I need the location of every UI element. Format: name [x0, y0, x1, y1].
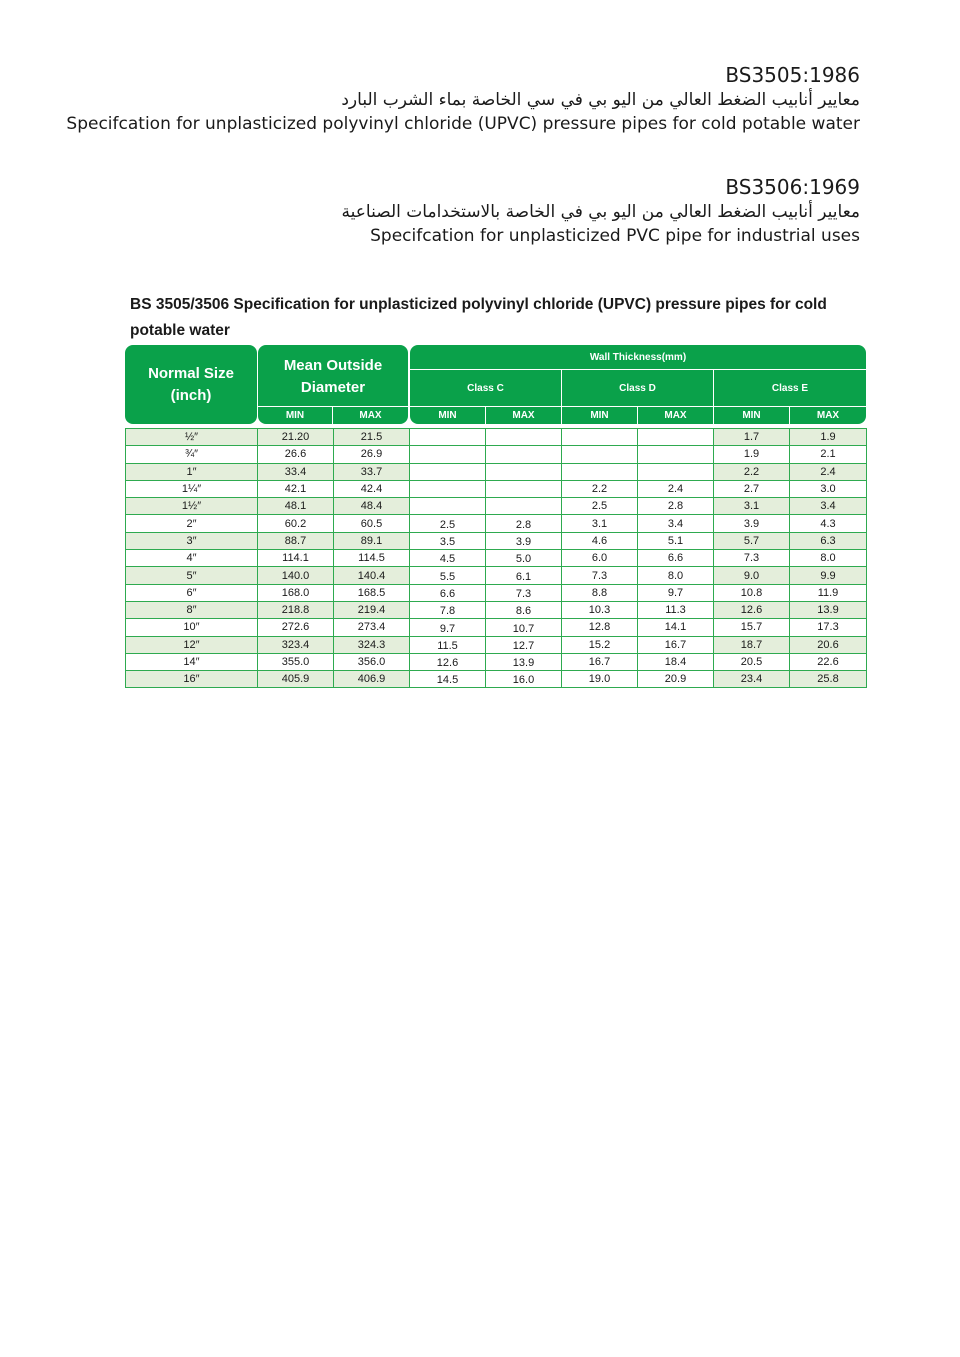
cell-class-c-min [410, 480, 486, 497]
cell-class-c-min: 7.8 [410, 601, 486, 618]
cell-class-d-min [562, 463, 638, 480]
cell-class-c-max [486, 480, 562, 497]
cell-od-min: 140.0 [258, 567, 334, 584]
cell-size: 8″ [126, 601, 258, 618]
cell-od-min: 114.1 [258, 550, 334, 567]
pipe-spec-table-body [126, 429, 867, 688]
cell-size: 5″ [126, 567, 258, 584]
cell-od-max: 60.5 [334, 515, 410, 532]
standard-code: BS3506:1969 [725, 175, 860, 199]
cell-class-e-max: 2.1 [790, 446, 867, 463]
header-class-e: Class E [771, 382, 809, 394]
cell-class-d-max: 5.1 [638, 532, 714, 549]
cell-class-e-max: 2.4 [790, 463, 867, 480]
cell-class-c-max: 6.1 [486, 567, 562, 584]
cell-class-c-min [410, 498, 486, 515]
cell-class-c-max: 16.0 [486, 671, 562, 688]
cell-class-e-max: 9.9 [790, 567, 867, 584]
cell-od-max: 324.3 [334, 636, 410, 653]
cell-od-min: 323.4 [258, 636, 334, 653]
cell-class-e-max: 25.8 [790, 671, 867, 688]
cell-od-max: 140.4 [334, 567, 410, 584]
table-row [126, 480, 867, 497]
cell-class-d-min: 4.6 [562, 532, 638, 549]
table-row [126, 446, 867, 463]
cell-class-c-min [410, 463, 486, 480]
cell-class-e-min: 1.9 [714, 446, 790, 463]
table-row [126, 550, 867, 567]
header-wall-thickness-label: Wall Thickness(mm) [589, 351, 687, 363]
cell-class-c-max: 12.7 [486, 636, 562, 653]
cell-class-d-max: 8.0 [638, 567, 714, 584]
cell-size: ¾″ [126, 446, 258, 463]
cell-class-d-min: 7.3 [562, 567, 638, 584]
header-normal-size [125, 345, 257, 424]
standard-english-title: Specifcation for unplasticized polyvinyl chloride (UPVC) pressure pipes for cold potable water [66, 114, 860, 134]
cell-od-min: 355.0 [258, 653, 334, 670]
cell-od-min: 42.1 [258, 480, 334, 497]
cell-class-e-min: 12.6 [714, 601, 790, 618]
cell-od-max: 42.4 [334, 480, 410, 497]
standard-arabic-title: معايير أنابيب الضغط العالي من اليو بي في سي الخاصة بماء الشرب البارد [341, 90, 860, 110]
cell-class-c-min: 3.5 [410, 532, 486, 549]
cell-class-e-min: 2.2 [714, 463, 790, 480]
cell-size: 14″ [126, 653, 258, 670]
cell-class-c-min [410, 429, 486, 446]
cell-class-d-min [562, 429, 638, 446]
header-mean-outside [258, 345, 408, 424]
cell-size: 3″ [126, 532, 258, 549]
header-mean-min: MIN [285, 410, 305, 421]
cell-od-max: 48.4 [334, 498, 410, 515]
header-class-c: Class C [467, 382, 504, 394]
cell-class-d-max [638, 429, 714, 446]
cell-class-e-min: 10.8 [714, 584, 790, 601]
cell-size: 16″ [126, 671, 258, 688]
cell-od-min: 48.1 [258, 498, 334, 515]
cell-class-d-min: 10.3 [562, 601, 638, 618]
cell-size: 1″ [126, 463, 258, 480]
cell-class-c-min: 14.5 [410, 671, 486, 688]
cell-od-max: 21.5 [334, 429, 410, 446]
cell-class-d-min: 15.2 [562, 636, 638, 653]
cell-class-e-min: 5.7 [714, 532, 790, 549]
table-row [126, 515, 867, 532]
cell-class-d-min: 19.0 [562, 671, 638, 688]
header-class-c-max: MAX [512, 410, 535, 421]
cell-od-min: 88.7 [258, 532, 334, 549]
cell-class-e-max: 13.9 [790, 601, 867, 618]
cell-class-d-min: 8.8 [562, 584, 638, 601]
table-row [126, 463, 867, 480]
cell-class-d-min: 3.1 [562, 515, 638, 532]
pipe-spec-table [125, 428, 867, 688]
cell-class-d-max: 6.6 [638, 550, 714, 567]
table-row [126, 567, 867, 584]
header-class-d-min: MIN [590, 410, 609, 421]
cell-class-d-max: 20.9 [638, 671, 714, 688]
cell-class-d-max [638, 463, 714, 480]
cell-size: 4″ [126, 550, 258, 567]
cell-class-d-max: 2.8 [638, 498, 714, 515]
cell-class-c-min: 5.5 [410, 567, 486, 584]
cell-od-min: 21.20 [258, 429, 334, 446]
cell-class-e-max: 4.3 [790, 515, 867, 532]
header-normal-size-label: Normal Size (inch) [148, 364, 234, 404]
cell-size: 12″ [126, 636, 258, 653]
cell-class-e-max: 17.3 [790, 619, 867, 636]
cell-od-min: 26.6 [258, 446, 334, 463]
cell-od-max: 406.9 [334, 671, 410, 688]
cell-class-e-min: 15.7 [714, 619, 790, 636]
cell-class-e-min: 9.0 [714, 567, 790, 584]
cell-class-d-min: 12.8 [562, 619, 638, 636]
cell-class-e-min: 18.7 [714, 636, 790, 653]
table-row [126, 601, 867, 618]
cell-class-c-min: 9.7 [410, 619, 486, 636]
cell-class-d-max: 2.4 [638, 480, 714, 497]
cell-size: 2″ [126, 515, 258, 532]
cell-od-max: 26.9 [334, 446, 410, 463]
cell-class-d-max: 14.1 [638, 619, 714, 636]
cell-class-c-min: 6.6 [410, 584, 486, 601]
cell-size: ½″ [126, 429, 258, 446]
header-class-d: Class D [619, 382, 656, 394]
cell-class-c-max: 13.9 [486, 653, 562, 670]
cell-od-max: 168.5 [334, 584, 410, 601]
standard-english-title: Specifcation for unplasticized PVC pipe for industrial uses [370, 226, 860, 246]
cell-class-c-max: 3.9 [486, 532, 562, 549]
cell-class-c-min: 11.5 [410, 636, 486, 653]
cell-class-e-min: 2.7 [714, 480, 790, 497]
table-row [126, 498, 867, 515]
cell-class-e-min: 1.7 [714, 429, 790, 446]
cell-class-d-min: 6.0 [562, 550, 638, 567]
cell-od-max: 114.5 [334, 550, 410, 567]
header-mean-outside-label: Mean Outside Diameter [283, 357, 383, 396]
table-row [126, 429, 867, 446]
cell-size: 1¼″ [126, 480, 258, 497]
header-class-e-min: MIN [742, 410, 761, 421]
standard-code: BS3505:1986 [725, 63, 860, 87]
cell-class-d-min: 2.5 [562, 498, 638, 515]
cell-od-max: 356.0 [334, 653, 410, 670]
cell-class-d-min [562, 446, 638, 463]
cell-class-c-max [486, 446, 562, 463]
cell-class-e-max: 6.3 [790, 532, 867, 549]
cell-class-e-max: 3.4 [790, 498, 867, 515]
cell-class-d-max: 9.7 [638, 584, 714, 601]
cell-od-max: 33.7 [334, 463, 410, 480]
cell-class-e-min: 20.5 [714, 653, 790, 670]
cell-od-max: 219.4 [334, 601, 410, 618]
cell-od-min: 33.4 [258, 463, 334, 480]
cell-class-e-max: 1.9 [790, 429, 867, 446]
table-row [126, 671, 867, 688]
cell-class-d-max: 11.3 [638, 601, 714, 618]
cell-class-c-max [486, 429, 562, 446]
standard-bs3505 [66, 62, 860, 136]
table-row [126, 636, 867, 653]
cell-class-e-max: 8.0 [790, 550, 867, 567]
cell-od-max: 89.1 [334, 532, 410, 549]
cell-class-c-max: 7.3 [486, 584, 562, 601]
cell-class-d-min: 2.2 [562, 480, 638, 497]
cell-class-e-min: 7.3 [714, 550, 790, 567]
header-class-e-max: MAX [816, 410, 840, 421]
table-title: BS 3505/3506 Specification for unplasticized polyvinyl chloride (UPVC) pressure pipes for cold potable water [130, 296, 827, 339]
header-class-c-min: MIN [438, 410, 457, 421]
cell-class-d-max: 18.4 [638, 653, 714, 670]
cell-od-min: 60.2 [258, 515, 334, 532]
cell-class-e-min: 3.1 [714, 498, 790, 515]
standard-bs3506 [342, 174, 860, 248]
header-mean-max: MAX [359, 410, 382, 421]
cell-class-c-min: 4.5 [410, 550, 486, 567]
header-wall-thickness [410, 345, 866, 424]
cell-size: 10″ [126, 619, 258, 636]
cell-class-c-max: 8.6 [486, 601, 562, 618]
cell-class-d-max [638, 446, 714, 463]
cell-class-c-max: 2.8 [486, 515, 562, 532]
standard-arabic-title: معايير أنابيب الضغط العالي من اليو بي في الخاصة بالاستخدامات الصناعية [341, 202, 860, 222]
cell-class-c-max [486, 498, 562, 515]
cell-od-min: 405.9 [258, 671, 334, 688]
cell-class-e-max: 3.0 [790, 480, 867, 497]
cell-class-d-max: 16.7 [638, 636, 714, 653]
cell-class-d-max: 3.4 [638, 515, 714, 532]
cell-class-c-min [410, 446, 486, 463]
cell-od-max: 273.4 [334, 619, 410, 636]
cell-class-c-max [486, 463, 562, 480]
cell-size: 1½″ [126, 498, 258, 515]
table-row [126, 619, 867, 636]
cell-class-c-min: 2.5 [410, 515, 486, 532]
table-row [126, 584, 867, 601]
table-row [126, 532, 867, 549]
cell-od-min: 168.0 [258, 584, 334, 601]
cell-class-c-min: 12.6 [410, 653, 486, 670]
cell-od-min: 218.8 [258, 601, 334, 618]
cell-class-e-max: 11.9 [790, 584, 867, 601]
cell-class-e-min: 3.9 [714, 515, 790, 532]
cell-class-c-max: 10.7 [486, 619, 562, 636]
cell-od-min: 272.6 [258, 619, 334, 636]
cell-class-e-max: 20.6 [790, 636, 867, 653]
cell-class-c-max: 5.0 [486, 550, 562, 567]
cell-size: 6″ [126, 584, 258, 601]
cell-class-d-min: 16.7 [562, 653, 638, 670]
table-row [126, 653, 867, 670]
cell-class-e-min: 23.4 [714, 671, 790, 688]
header-class-d-max: MAX [664, 410, 687, 421]
cell-class-e-max: 22.6 [790, 653, 867, 670]
